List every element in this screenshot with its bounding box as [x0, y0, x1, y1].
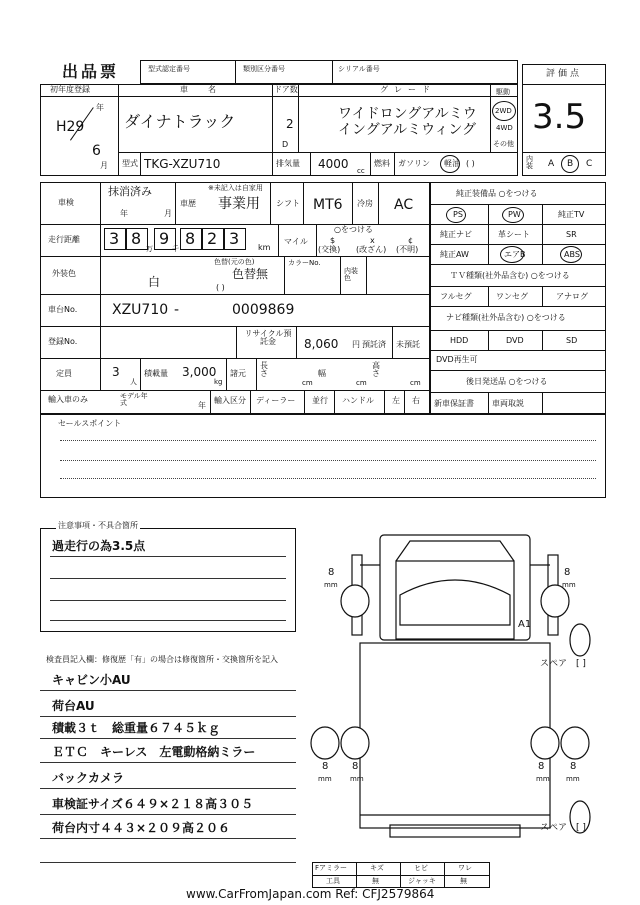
exterior-color-label: 外装色 — [52, 269, 76, 278]
length-cm: cm — [302, 379, 313, 387]
caution-label: 注意事項・不具合箇所 — [58, 521, 138, 530]
tire-spare-top — [570, 624, 590, 656]
equip-pw-circle — [502, 207, 524, 223]
eval-score: 3.5 — [532, 97, 587, 137]
mileage-digit: 8 — [131, 229, 142, 248]
handle-left: 左 — [392, 396, 400, 405]
opt2-label: (改ざん) — [356, 245, 387, 254]
displacement-value: 4000 — [318, 157, 349, 171]
inspection-year-unit: 年 — [120, 209, 128, 218]
import-parallel: 並行 — [312, 396, 328, 405]
sales-point-label: セールスポイント — [58, 419, 122, 428]
opt3-label: (不明) — [396, 245, 419, 254]
mileage-digit: 3 — [229, 229, 240, 248]
chassis-number: 0009869 — [232, 302, 295, 318]
import-class-label: 輸入区分 — [214, 396, 246, 405]
tv-oneseg: ワンセグ — [496, 292, 528, 301]
opt3-sym: ¢ — [408, 236, 414, 245]
equip-airbag: エアB — [504, 250, 526, 259]
model-value: TKG-XZU710 — [144, 157, 221, 171]
sales-point-box — [40, 414, 606, 498]
height-label: 高さ — [372, 361, 380, 378]
equip-leather: 革シート — [498, 230, 530, 239]
tire-rl-inner-mm: mm — [350, 775, 364, 783]
interior-color-label: 内装色 — [344, 267, 358, 282]
mileage-label: 走行距離 — [48, 235, 80, 244]
equip-navi: 純正ナビ — [440, 230, 472, 239]
displacement-label: 排気量 — [276, 159, 300, 168]
header-fields — [140, 60, 518, 84]
ac-value: AC — [394, 197, 414, 213]
tire-fl-depth: 8 — [328, 567, 335, 578]
grade-line1: ワイドロングアルミウ — [338, 106, 477, 122]
sen-unit: 千 — [172, 245, 179, 253]
tire-fr-depth: 8 — [564, 567, 571, 578]
note-item: ＥＴＣ キーレス 左電動格納ミラー — [52, 745, 256, 759]
mile-unit: マイル — [284, 237, 308, 246]
exterior-color: 白 — [148, 275, 161, 289]
navi-sd: SD — [566, 336, 578, 345]
length-label: 長さ — [260, 361, 268, 378]
ac-label: 冷房 — [357, 199, 373, 208]
fuel-diesel-circle — [440, 155, 460, 173]
model-label: 型式 — [122, 159, 138, 168]
reg-year: H29 — [56, 119, 85, 135]
spare-bracket-bottom: [ ] — [576, 823, 586, 833]
handle-label: ハンドル — [342, 396, 374, 405]
equip-airbag-circle — [500, 246, 524, 263]
recycle-paid: 預託済 — [362, 340, 386, 349]
opt1-sym: $ — [330, 236, 336, 245]
load-label: 積載量 — [144, 369, 168, 378]
load-value: 3,000 — [182, 365, 217, 379]
chassis-prefix: XZU710 — [112, 302, 169, 318]
tire-front-left — [341, 585, 369, 617]
mileage-digit: 2 — [207, 229, 218, 248]
doors-label: ドア数 — [274, 85, 298, 94]
recycle-unit: 円 — [352, 340, 360, 349]
caution-line1: 過走行の為3.5点 — [52, 539, 146, 553]
seats-unit: 人 — [130, 378, 137, 386]
navi-dvd-play: DVD再生可 — [436, 355, 478, 364]
equip-tv: 純正TV — [558, 210, 585, 219]
legend-header: ワレ — [458, 864, 472, 872]
first-reg-label: 初年度登録 — [50, 85, 90, 94]
width-cm: cm — [356, 379, 367, 387]
seats-value: 3 — [112, 365, 120, 379]
tire-rr-inner-mm: mm — [536, 775, 550, 783]
tire-rr-outer-depth: 8 — [570, 761, 577, 772]
tire-rl-outer-depth: 8 — [322, 761, 329, 772]
damage-a1: A1 — [518, 619, 532, 630]
tire-rear-left-inner — [341, 727, 369, 759]
tv-title: ＴＶ種類(社外品含む) ○をつける — [450, 271, 570, 280]
recycle-label: リサイクル預託金 — [244, 329, 292, 346]
equip-sr: SR — [566, 230, 577, 239]
drive-2wd-circle — [492, 101, 516, 121]
serial-label: シリアル番号 — [338, 65, 380, 73]
tire-rear-right-inner — [531, 727, 559, 759]
recycle-value: 8,060 — [304, 337, 339, 351]
chassis-label: 車台No. — [48, 305, 78, 314]
equip-abs: ABS — [564, 250, 580, 259]
tire-fl-mm: mm — [324, 581, 338, 589]
inspection-label: 車検 — [58, 198, 74, 207]
inspection-month-unit: 月 — [164, 209, 172, 218]
shift-label: シフト — [276, 199, 300, 208]
history-label: 車歴 — [180, 199, 196, 208]
chassis-dash: - — [174, 302, 180, 318]
car-name: ダイナトラック — [124, 112, 236, 131]
navi-title: ナビ種類(社外品含む) ○をつける — [446, 313, 566, 322]
inspector-label: 検査員記入欄：修復歴「有」の場合は修復箇所・交換箇所を記入 — [46, 655, 278, 664]
registration-label: 登録No. — [48, 337, 78, 346]
mileage-digit: 8 — [185, 229, 196, 248]
shift-value: MT6 — [313, 197, 343, 213]
import-label: 輸入車のみ — [48, 395, 88, 404]
legend-cell: 無 — [460, 877, 467, 885]
equipment-title: 純正装備品 ○をつける — [456, 189, 538, 198]
equip-pw: PW — [508, 210, 521, 219]
reg-month: 6 — [92, 143, 101, 159]
tire-rl-outer-mm: mm — [318, 775, 332, 783]
km-unit: km — [258, 243, 271, 252]
mileage-digit: 3 — [109, 229, 120, 248]
model-year-label: モデル年式 — [120, 392, 148, 407]
interior-a: A — [548, 159, 555, 169]
category-label: 類別区分番号 — [243, 65, 285, 73]
height-cm: cm — [410, 379, 421, 387]
color-no-label: カラーNo. — [288, 259, 321, 267]
equip-aw: 純正AW — [440, 250, 469, 259]
watermark: www.CarFromJapan.com Ref: CFJ2579864 — [186, 887, 435, 901]
mileage-digit: 9 — [159, 229, 170, 248]
eval-label: 評価点 — [546, 69, 583, 79]
interior-c: C — [586, 159, 593, 169]
reg-note: ※未記入は自家用 — [208, 184, 263, 192]
opt2-sym: x — [370, 236, 375, 245]
legend-cell: 無 — [372, 877, 379, 885]
handle-right: 右 — [412, 396, 420, 405]
navi-dvd: DVD — [506, 336, 524, 345]
tv-analog: アナログ — [556, 292, 588, 301]
tire-rr-inner-depth: 8 — [538, 761, 545, 772]
fuel-paren: ( ) — [466, 159, 475, 168]
inspection-value: 抹消済み — [108, 185, 152, 198]
legend-header: Fアミラー — [315, 864, 348, 872]
navi-hdd: HDD — [450, 336, 469, 345]
equip-ps-circle — [446, 207, 466, 223]
doors-value: 2 — [286, 117, 294, 131]
year-unit: 年 — [96, 103, 104, 112]
import-year-unit: 年 — [198, 401, 206, 410]
tire-rear-left-outer — [311, 727, 339, 759]
drive-4wd: 4WD — [496, 124, 513, 132]
note-item: 積載３ｔ 総重量６７４５ｋｇ — [52, 721, 221, 735]
car-name-label: 車名 — [180, 85, 236, 94]
color-change: 色替無 — [232, 267, 269, 281]
drive-other: その他 — [493, 140, 514, 148]
equip-abs-circle — [560, 246, 582, 263]
spare-label-top: スペア — [540, 659, 568, 669]
tire-fr-mm: mm — [562, 581, 576, 589]
model-cert-label: 型式認定番号 — [148, 65, 190, 73]
drive-label: 駆動 — [496, 88, 510, 96]
note-item: バックカメラ — [52, 771, 125, 785]
drive-2wd: 2WD — [495, 107, 512, 115]
equip-ps: PS — [453, 210, 463, 219]
spare-label-bottom: スペア — [540, 823, 568, 833]
color-change-label: 色替(元の色) — [214, 258, 255, 266]
warranty-manual: 車両取説 — [492, 399, 524, 408]
mileage-circle-note: ○をつける — [334, 225, 373, 234]
month-unit: 月 — [100, 161, 108, 170]
interior-b: B — [567, 159, 574, 169]
interior-label: 内装 — [526, 155, 533, 170]
grade-label: グレード — [380, 85, 436, 94]
warranty-title: 後日発送品 ○をつける — [466, 377, 548, 386]
grade-line2: イングアルミウィング — [338, 122, 477, 138]
opt1-label: (交換) — [318, 245, 341, 254]
main-table — [40, 182, 430, 414]
seats-label: 定員 — [56, 369, 72, 378]
fuel-gas: ガソリン — [398, 159, 430, 168]
tire-front-right — [541, 585, 569, 617]
width-label: 幅 — [318, 369, 326, 378]
legend-cell: ジャッキ — [408, 877, 436, 885]
tire-rr-outer-mm: mm — [566, 775, 580, 783]
cc-unit: cc — [357, 167, 365, 175]
note-item: 荷台AU — [52, 699, 95, 713]
recycle-unpaid: 未預託 — [396, 340, 420, 349]
interior-b-circle — [561, 155, 579, 173]
tv-fullseg: フルセグ — [440, 292, 472, 301]
color-paren: ( ) — [216, 283, 225, 292]
door-unit: D — [282, 140, 289, 149]
import-dealer: ディーラー — [256, 396, 296, 405]
note-item: 車検証サイズ６４９×２１８高３０５ — [52, 797, 254, 811]
history-value: 事業用 — [218, 196, 260, 212]
legend-cell: 工具 — [326, 877, 340, 885]
page-title: 出品票 — [62, 62, 120, 81]
dims-label: 諸元 — [230, 369, 246, 378]
tire-rl-inner-depth: 8 — [352, 761, 359, 772]
fuel-diesel: 軽油 — [444, 159, 460, 168]
tire-rear-right-outer — [561, 727, 589, 759]
warranty-book: 新車保証書 — [434, 399, 474, 408]
legend-header: ヒビ — [414, 864, 428, 872]
spare-bracket-top: [ ] — [576, 659, 586, 669]
man-unit: 万 — [146, 245, 153, 253]
legend-header: キズ — [370, 864, 384, 872]
load-unit: kg — [214, 378, 223, 386]
note-item: キャビン小AU — [52, 673, 131, 687]
fuel-label: 燃料 — [374, 159, 390, 168]
note-item: 荷台内寸４４３×２０９高２０６ — [52, 821, 231, 835]
